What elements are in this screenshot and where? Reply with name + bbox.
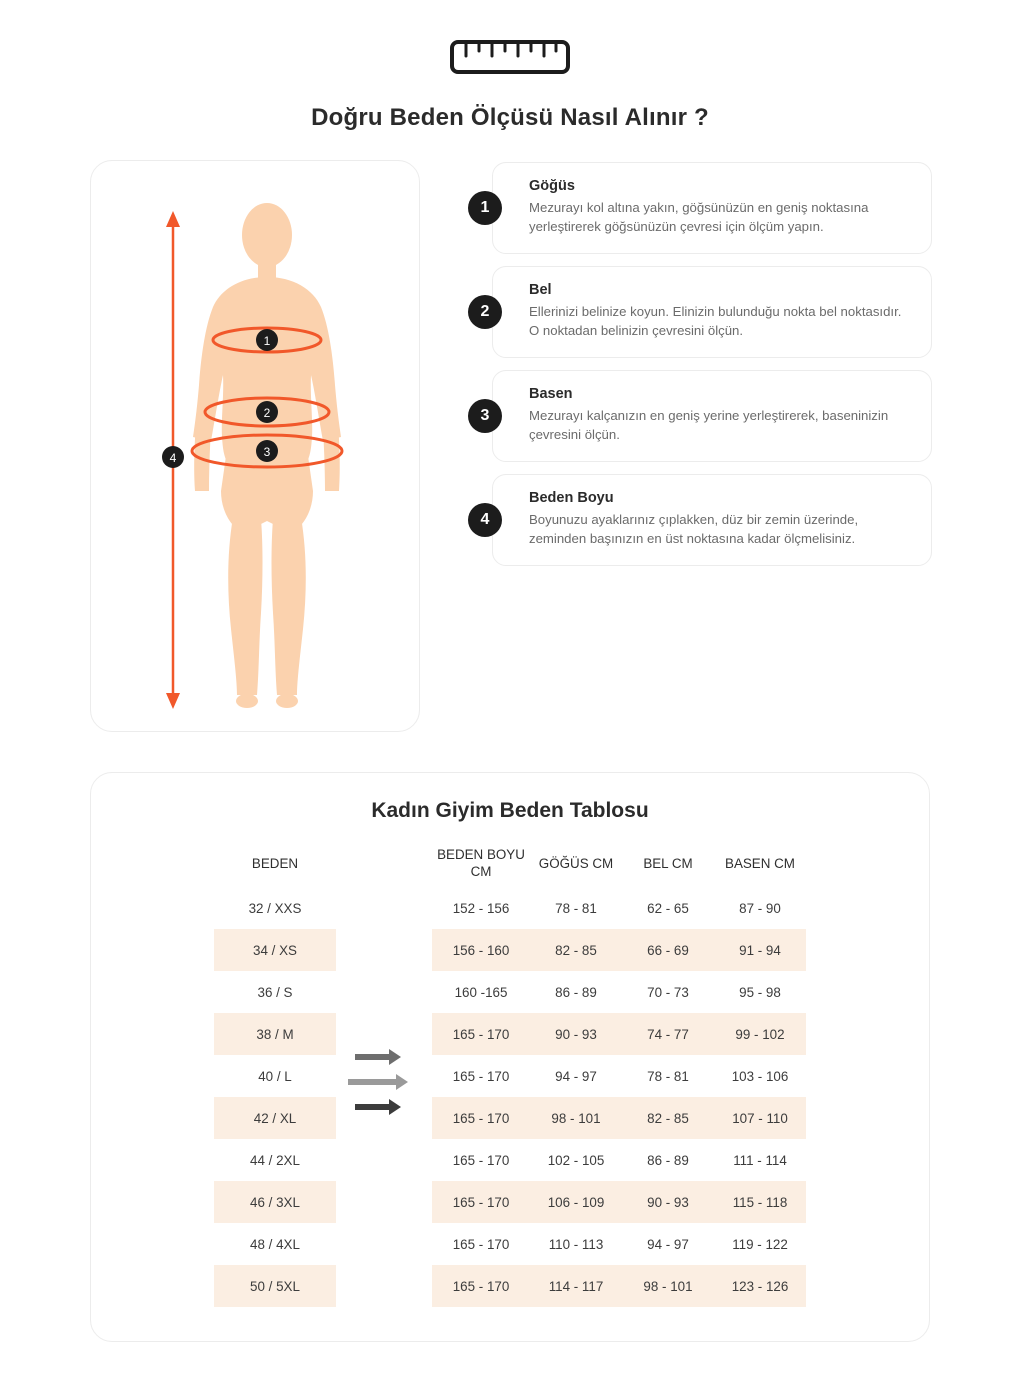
table-row — [214, 1139, 336, 1181]
table-row — [214, 1265, 336, 1307]
figure-marker-2 — [256, 401, 278, 423]
cell-bel: 86 - 89 — [622, 1139, 714, 1181]
cell-gogus: 86 - 89 — [530, 971, 622, 1013]
size-measurement-body — [432, 887, 806, 1307]
arrow-right-icon — [355, 1049, 413, 1065]
cell-basen: 107 - 110 — [714, 1097, 806, 1139]
cell-basen: 115 - 118 — [714, 1181, 806, 1223]
size-cell: 50 / 5XL — [214, 1265, 336, 1307]
cell-basen: 91 - 94 — [714, 929, 806, 971]
table-row — [432, 1181, 806, 1223]
size-cell: 38 / M — [214, 1013, 336, 1055]
cell-gogus: 94 - 97 — [530, 1055, 622, 1097]
table-row — [214, 1181, 336, 1223]
cell-bel: 90 - 93 — [622, 1181, 714, 1223]
header-icon-wrap — [0, 36, 1020, 78]
size-cell: 40 / L — [214, 1055, 336, 1097]
table-row — [214, 1013, 336, 1055]
cell-beden-boyu: 165 - 170 — [432, 1139, 530, 1181]
size-label-body — [214, 887, 336, 1307]
table-row — [214, 887, 336, 929]
table-header-row — [214, 841, 336, 887]
table-header-row — [432, 841, 806, 887]
steps-list — [466, 160, 932, 732]
cell-beden-boyu: 160 -165 — [432, 971, 530, 1013]
step-box — [492, 474, 932, 566]
column-header-basen: BASEN CM — [725, 855, 795, 871]
body-figure-card — [90, 160, 420, 732]
cell-beden-boyu: 165 - 170 — [432, 1223, 530, 1265]
step-box — [492, 266, 932, 358]
measure-guide-section — [0, 132, 1020, 732]
table-row — [432, 1223, 806, 1265]
table-row — [432, 929, 806, 971]
size-table-title: Kadın Giyim Beden Tablosu — [371, 799, 649, 822]
cell-gogus: 90 - 93 — [530, 1013, 622, 1055]
arrow-right-icon — [355, 1099, 413, 1115]
cell-bel: 74 - 77 — [622, 1013, 714, 1055]
cell-basen: 103 - 106 — [714, 1055, 806, 1097]
table-row — [432, 1097, 806, 1139]
cell-gogus: 78 - 81 — [530, 887, 622, 929]
figure-marker-1 — [256, 329, 278, 351]
column-header-beden-boyu: BEDEN BOYU CM — [437, 847, 525, 879]
table-row — [214, 1223, 336, 1265]
cell-beden-boyu: 165 - 170 — [432, 1181, 530, 1223]
step-item-gogus — [466, 162, 932, 254]
step-number-badge: 4 — [468, 503, 502, 537]
table-row — [432, 1055, 806, 1097]
column-header-bel: BEL CM — [643, 855, 693, 871]
step-item-beden-boyu — [466, 474, 932, 566]
cell-basen: 123 - 126 — [714, 1265, 806, 1307]
cell-beden-boyu: 165 - 170 — [432, 1013, 530, 1055]
size-table-card — [90, 772, 930, 1342]
cell-beden-boyu: 165 - 170 — [432, 1055, 530, 1097]
page-title: Doğru Beden Ölçüsü Nasıl Alınır ? — [311, 104, 709, 131]
cell-gogus: 102 - 105 — [530, 1139, 622, 1181]
step-number-badge: 3 — [468, 399, 502, 433]
cell-beden-boyu: 165 - 170 — [432, 1265, 530, 1307]
female-body-measure-diagram — [91, 161, 421, 733]
table-row — [432, 887, 806, 929]
size-cell: 36 / S — [214, 971, 336, 1013]
table-row — [214, 929, 336, 971]
arrow-right-icon — [348, 1074, 420, 1090]
cell-bel: 78 - 81 — [622, 1055, 714, 1097]
table-row — [214, 1055, 336, 1097]
cell-bel: 70 - 73 — [622, 971, 714, 1013]
table-row — [432, 971, 806, 1013]
figure-marker-3 — [256, 440, 278, 462]
step-number-badge: 2 — [468, 295, 502, 329]
step-box — [492, 370, 932, 462]
svg-text:3: 3 — [263, 445, 271, 459]
svg-text:1: 1 — [263, 334, 271, 348]
table-row — [432, 1139, 806, 1181]
size-cell: 32 / XXS — [214, 887, 336, 929]
cell-gogus: 82 - 85 — [530, 929, 622, 971]
cell-gogus: 110 - 113 — [530, 1223, 622, 1265]
size-cell: 42 / XL — [214, 1097, 336, 1139]
size-label-table — [214, 841, 336, 1307]
cell-gogus: 98 - 101 — [530, 1097, 622, 1139]
cell-basen: 87 - 90 — [714, 887, 806, 929]
step-item-basen — [466, 370, 932, 462]
cell-gogus: 106 - 109 — [530, 1181, 622, 1223]
ruler-icon — [450, 36, 570, 78]
arrows-group — [336, 1033, 432, 1115]
cell-beden-boyu: 156 - 160 — [432, 929, 530, 971]
step-text: Mezurayı kol altına yakın, göğsünüzün en geniş noktasına yerleştirerek göğsünüzün çevresi için ölçüm yapın. — [529, 200, 869, 234]
step-title: Göğüs — [529, 178, 575, 195]
table-row — [432, 1013, 806, 1055]
cell-bel: 98 - 101 — [622, 1265, 714, 1307]
step-title: Bel — [529, 282, 552, 299]
table-row — [432, 1265, 806, 1307]
size-cell: 46 / 3XL — [214, 1181, 336, 1223]
size-measurement-table — [432, 841, 806, 1307]
figure-marker-4 — [162, 446, 184, 468]
cell-basen: 95 - 98 — [714, 971, 806, 1013]
cell-basen: 111 - 114 — [714, 1139, 806, 1181]
column-header-beden: BEDEN — [251, 855, 299, 871]
size-cell: 44 / 2XL — [214, 1139, 336, 1181]
cell-bel: 66 - 69 — [622, 929, 714, 971]
step-box — [492, 162, 932, 254]
table-row — [214, 971, 336, 1013]
table-row — [214, 1097, 336, 1139]
cell-beden-boyu: 165 - 170 — [432, 1097, 530, 1139]
size-cell: 48 / 4XL — [214, 1223, 336, 1265]
size-table-layout — [91, 841, 929, 1307]
step-text: Boyunuzu ayaklarınız çıplakken, düz bir zemin üzerinde, zeminden başınızın en üst noktasına kadar ölçmelisiniz. — [529, 512, 859, 546]
cell-basen: 119 - 122 — [714, 1223, 806, 1265]
step-item-bel — [466, 266, 932, 358]
svg-text:4: 4 — [169, 451, 177, 465]
size-cell: 34 / XS — [214, 929, 336, 971]
cell-basen: 99 - 102 — [714, 1013, 806, 1055]
cell-gogus: 114 - 117 — [530, 1265, 622, 1307]
cell-bel: 82 - 85 — [622, 1097, 714, 1139]
step-title: Beden Boyu — [529, 490, 614, 507]
cell-bel: 62 - 65 — [622, 887, 714, 929]
step-text: Mezurayı kalçanızın en geniş yerine yerleştirerek, baseninizin çevresini ölçün. — [529, 408, 889, 442]
cell-beden-boyu: 152 - 156 — [432, 887, 530, 929]
cell-bel: 94 - 97 — [622, 1223, 714, 1265]
step-number-badge: 1 — [468, 191, 502, 225]
step-title: Basen — [529, 386, 573, 403]
svg-text:2: 2 — [263, 406, 271, 420]
column-header-gogus: GÖĞÜS CM — [538, 855, 614, 871]
step-text: Ellerinizi belinize koyun. Elinizin bulunduğu nokta bel noktasıdır. O noktadan belinizin çevresini ölçün. — [529, 304, 902, 338]
